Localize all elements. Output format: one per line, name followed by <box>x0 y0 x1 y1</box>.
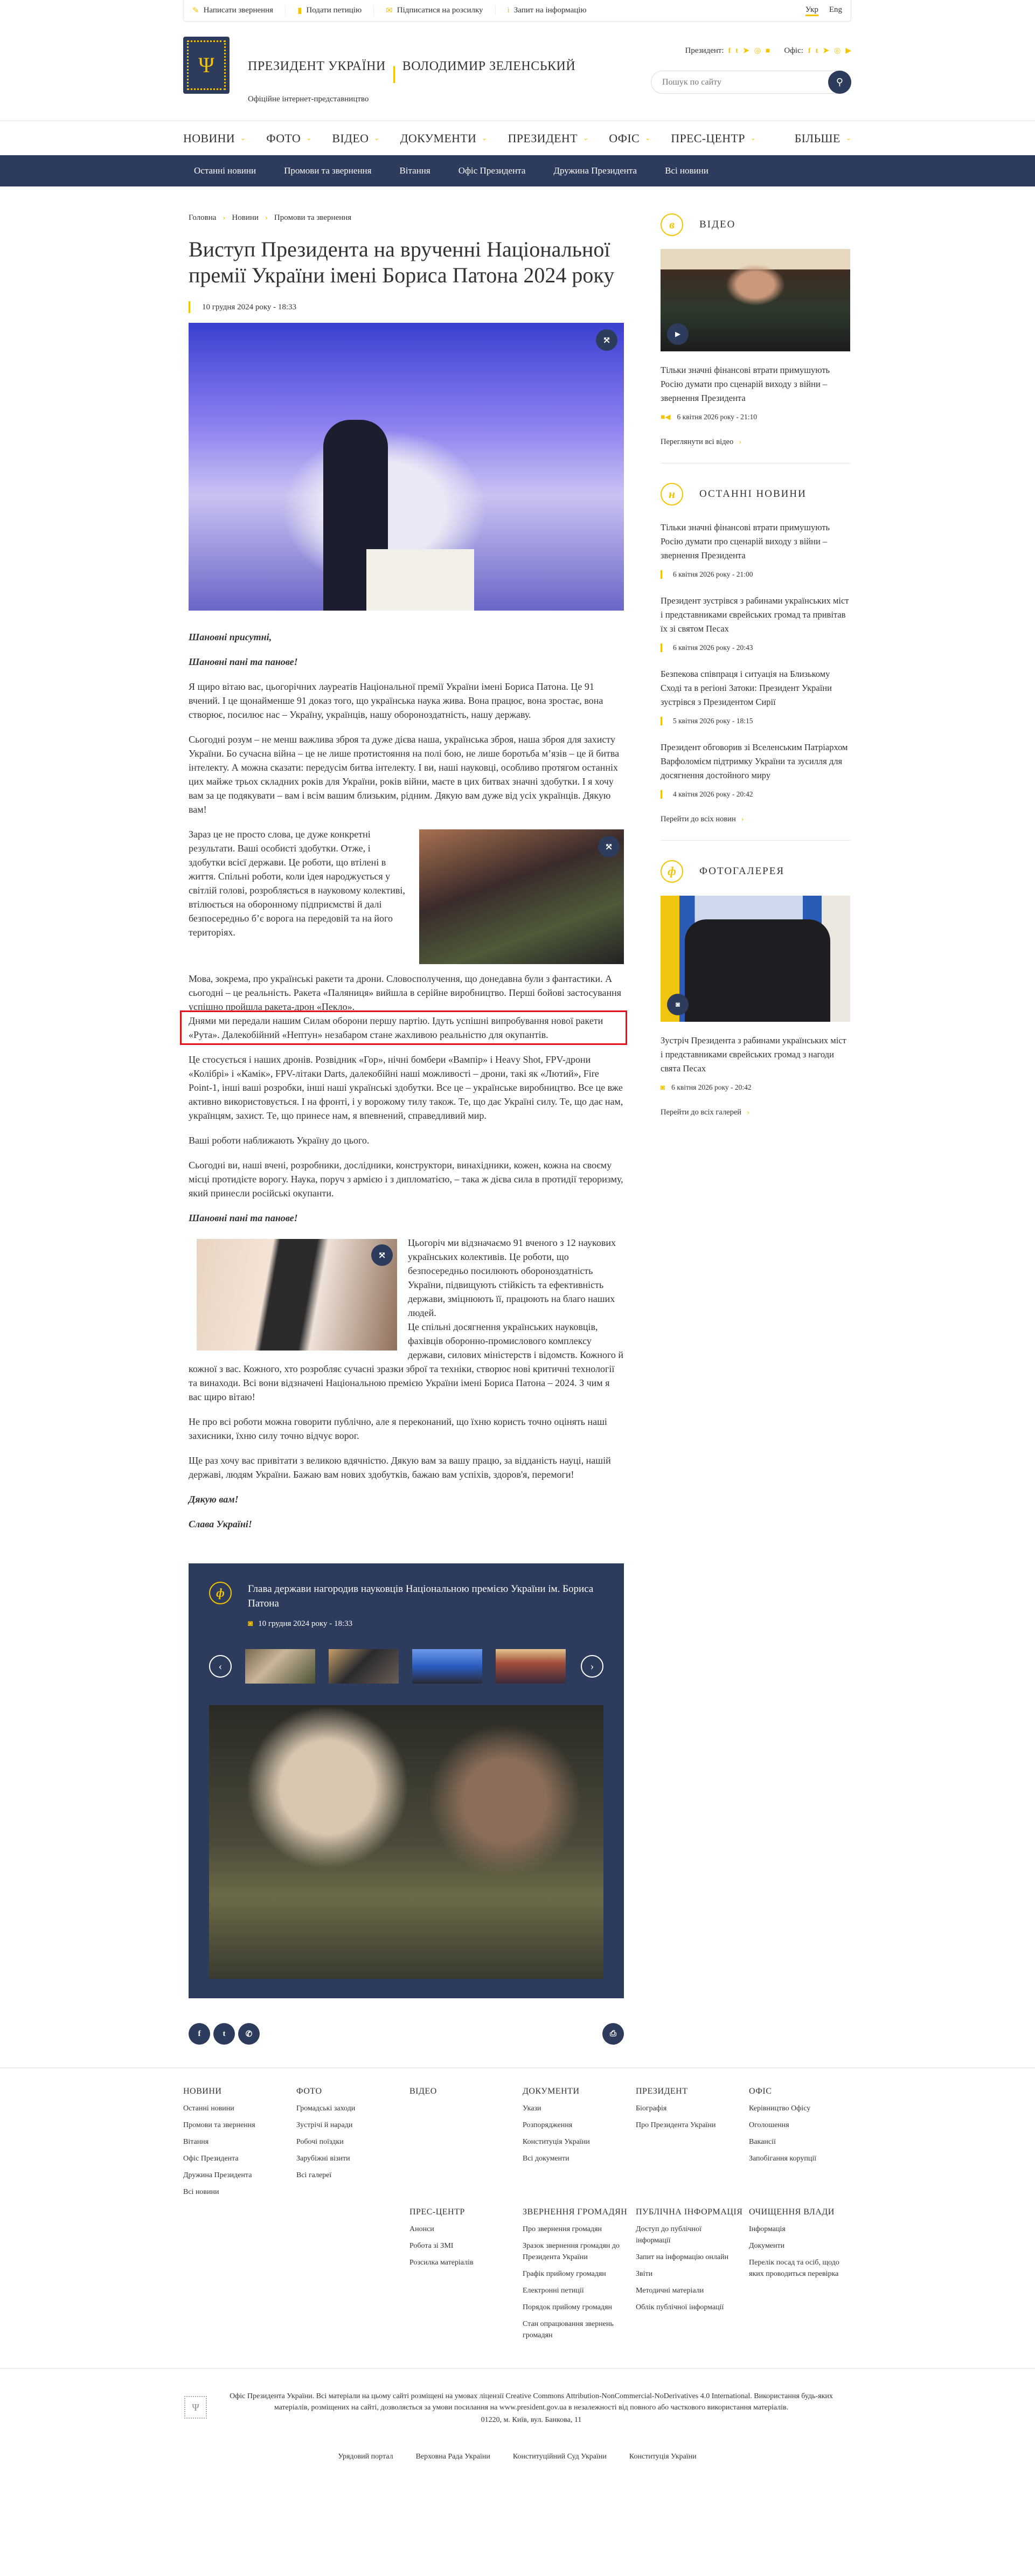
subnav-item[interactable]: Всі новини <box>665 165 708 176</box>
news-item <box>661 740 850 799</box>
expand-icon[interactable]: ⤧ <box>598 836 620 857</box>
photo-title[interactable]: Зустріч Президента з рабинами українських міст і представниками єврейських громад з нагоди свята Песах <box>661 1035 846 1074</box>
all-galleries-link[interactable] <box>661 1108 850 1117</box>
chevron-right-icon: › <box>739 438 742 446</box>
closing: Дякую вам! <box>189 1494 239 1505</box>
nav-item[interactable] <box>266 131 311 146</box>
highlighted-paragraph: Днями ми передали нашим Силам оборони першу партію. Ідуть успішні випробування нової ракети «Рута». Далекобійний «Нептун» незабаром стане жахливою реальністю для окупантів. <box>183 1014 624 1042</box>
section-heading: ВІДЕО <box>699 219 736 230</box>
lang-ukr[interactable]: Укр <box>805 5 818 16</box>
gallery-thumbnail[interactable] <box>245 1649 315 1684</box>
paragraph: Сьогодні ви, наші вчені, розробники, дослідники, конструктори, винахідники, кожен, кожна на своєму місці протидієте ворогу. Наука, поруч з армією і з дипломатією, – така ж дієва сила в протидії тероризму, який принесли російські окупанти. <box>189 1160 623 1199</box>
paragraph: Мова, зокрема, про українські ракети та дрони. Словосполучення, що донедавна були з фантастики. А сьогодні – це реальність. Ракета «Паляниця» вийшла в серійне виробництво. Перші бойові застосування успішно пройшла ракета-дрон «Пекло». <box>189 973 622 1012</box>
all-videos-link[interactable] <box>661 438 850 447</box>
footer-column <box>749 2205 862 2346</box>
footer-link[interactable]: Зустрічі й наради <box>296 2121 353 2129</box>
paragraph: Це стосується і наших дронів. Розвідник «Гор», нічні бомбери «Вампір» і Heavy Shot, FPV-дрони «Колібрі» і «Камік», FPV-літаки Darts, далекобійні наші можливості – дрони, такі як «Лютий», Fire Point-1, інші ваші розробки, інші наші українські здобутки. Все це – українське виробництво. Все це вже активно використовується. І на фронті, і у ворожому тилу також. Те, що дає Україні силу. Те, що дає нам, українцям, захист. Те, що принесе нам, я впевнений, справедливий мир. <box>189 1054 623 1121</box>
news-badge-icon: н <box>661 483 683 505</box>
photo-thumbnail[interactable] <box>661 896 850 1022</box>
footer-column <box>523 2205 636 2346</box>
copyright-text: Офіс Президента України. Всі матеріали на цьому сайті розміщені на умовах ліцензії Creative Commons Attribution-NonCommercial-NoDerivatives 4.0 International. Використання будь-яких матеріалів, розміщених на сайті, дозволяється за умови посилання на www.president.gov.ua в незалежності від повного або часткового використання матеріалів. <box>230 2392 833 2412</box>
chevron-down-icon: ⌄ <box>306 134 312 142</box>
footer-link[interactable]: Порядок прийому громадян <box>523 2303 613 2311</box>
photo-gallery-block <box>189 1563 624 1998</box>
carousel-next-button[interactable]: › <box>581 1655 603 1678</box>
news-item <box>661 521 850 579</box>
chevron-down-icon: ⌄ <box>845 134 851 142</box>
nav-item-label: ДОКУМЕНТИ <box>400 131 477 145</box>
footer-external-links <box>183 2453 851 2510</box>
footer-column <box>409 2205 523 2346</box>
camera-icon: ◙ <box>667 994 689 1015</box>
footer-link[interactable]: Останні новини <box>183 2104 234 2113</box>
footer-link[interactable]: Громадські заходи <box>296 2104 356 2113</box>
footer-link[interactable]: Офіс Президента <box>183 2155 239 2163</box>
telegram-icon[interactable]: ➤ <box>742 47 749 55</box>
nav-more[interactable] <box>795 131 851 146</box>
footer-link[interactable]: Робочі поїздки <box>296 2138 344 2146</box>
footer-heading[interactable]: НОВИНИ <box>183 2087 222 2096</box>
nav-item[interactable] <box>508 131 589 146</box>
photo-gallery-icon: ф <box>209 1582 232 1604</box>
search-icon: ⚲ <box>836 77 844 87</box>
footer-link[interactable]: Доступ до публічної інформації <box>636 2225 702 2245</box>
chevron-right-icon: › <box>265 213 268 222</box>
breadcrumb-home[interactable]: Головна <box>189 213 217 222</box>
youtube-play-icon: ▶ <box>667 323 689 345</box>
site-title-president: ПРЕЗИДЕНТ УКРАЇНИ <box>248 59 386 73</box>
section-heading: ОСТАННІ НОВИНИ <box>699 488 807 500</box>
expand-icon[interactable]: ⤧ <box>371 1244 393 1266</box>
footer-link[interactable]: Облік публічної інформації <box>636 2303 724 2311</box>
news-title[interactable]: Президент зустрівся з рабинами українських міст і представниками єврейських громад та привітав їх зі святом Песах <box>661 595 849 634</box>
video-camera-icon: ■◀ <box>661 413 671 421</box>
footer-link[interactable]: Всі новини <box>183 2188 219 2196</box>
gallery-main-photo[interactable] <box>209 1705 603 1979</box>
news-date: 6 квітня 2026 року - 20:43 <box>661 643 850 652</box>
subnav-item[interactable]: Промови та звернення <box>284 165 372 176</box>
paragraph: Ваші роботи наближають Україну до цього. <box>189 1135 370 1146</box>
photo-podium <box>366 549 474 611</box>
nav-item[interactable] <box>332 131 379 146</box>
telegram-icon[interactable]: ➤ <box>823 47 829 55</box>
nav-item[interactable] <box>609 131 650 146</box>
footer-copyright <box>183 2391 851 2426</box>
search-button[interactable] <box>828 71 851 94</box>
footer-link[interactable]: Вакансії <box>749 2138 776 2146</box>
subscribe-link[interactable] <box>386 5 495 16</box>
greeting: Шановні пані та панове! <box>189 1213 298 1223</box>
footer-link[interactable]: Конституція України <box>523 2138 590 2146</box>
footer-heading[interactable]: ОФІС <box>749 2087 772 2096</box>
carousel-prev-button[interactable]: ‹ <box>209 1655 232 1678</box>
chevron-right-icon: › <box>223 213 226 222</box>
facebook-icon[interactable]: f <box>728 46 731 55</box>
coat-of-arms-logo[interactable] <box>183 37 230 94</box>
link-label: Запит на інформацію <box>513 6 587 15</box>
breadcrumb-news[interactable]: Новини <box>232 213 259 222</box>
footer-heading[interactable]: ПРЕС-ЦЕНТР <box>409 2207 465 2217</box>
footer-link[interactable]: Про Президента України <box>636 2121 716 2129</box>
print-button[interactable]: ⎙ <box>602 2023 624 2045</box>
footer-link[interactable]: Документи <box>749 2242 785 2250</box>
article-date: 10 грудня 2024 року - 18:33 <box>189 301 624 313</box>
sidebar <box>661 213 850 2046</box>
chevron-down-icon: ⌄ <box>582 134 589 142</box>
site-title-name: ВОЛОДИМИР ЗЕЛЕНСЬКИЙ <box>402 59 576 73</box>
footer-link[interactable]: Укази <box>523 2104 541 2113</box>
nav-item-label: НОВИНИ <box>183 131 235 145</box>
chevron-right-icon: › <box>741 815 744 823</box>
footer-link[interactable]: Графік прийому громадян <box>523 2270 606 2278</box>
footer-link[interactable]: Зарубіжні візити <box>296 2155 350 2163</box>
nav-item[interactable] <box>183 131 246 146</box>
footer-link[interactable]: Електронні петиції <box>523 2287 584 2295</box>
gallery-title[interactable]: Глава держави нагородив науковців Національною премією України ім. Бориса Патона <box>248 1583 594 1609</box>
greeting: Шановні присутні, <box>189 632 272 642</box>
document-icon: ▮ <box>297 6 302 15</box>
chevron-right-icon: › <box>747 1108 749 1117</box>
paragraph: Не про всі роботи можна говорити публічно, але я переконаний, що їхню користь точно оцінять наші захисники, їхню силу точно відчує ворог. <box>189 1416 607 1441</box>
camera-icon: ◙ <box>248 1619 253 1628</box>
photo-section-header <box>661 860 850 883</box>
paragraph: Зараз це не просто слова, це дуже конкретні результати. Ваші особисті здобутки. Отже, і здобутки всієї держави. Це роботи, що втілені в життя. Спільні роботи, коли ідея народжується у світлій голові, розробляється в науковому колективі, втілюється на оборонному підприємстві й далі безпосередньо б’є ворога на передовій та на його територіях. <box>189 829 405 938</box>
footer-link[interactable]: Звіти <box>636 2270 653 2278</box>
footer-link[interactable]: Розсилка матеріалів <box>409 2259 474 2267</box>
footer-column <box>409 2085 523 2203</box>
social-office-label: Офіс: <box>784 46 803 55</box>
footer-link[interactable]: Керівництво Офісу <box>749 2104 811 2113</box>
gallery-date: 10 грудня 2024 року - 18:33 <box>258 1619 353 1628</box>
breadcrumb-speeches[interactable]: Промови та звернення <box>274 213 352 222</box>
social-president-label: Президент: <box>685 46 724 55</box>
site-subtitle: Офіційне інтернет-представництво <box>248 95 369 103</box>
nav-item-label: ОФІС <box>609 131 640 145</box>
write-appeal-link[interactable] <box>192 5 286 16</box>
info-request-link[interactable] <box>508 6 599 15</box>
lang-eng[interactable]: Eng <box>829 5 842 14</box>
footer-heading[interactable]: ФОТО <box>296 2087 322 2096</box>
video-thumbnail[interactable] <box>661 249 850 351</box>
news-title[interactable]: Тільки значні фінансові втрати примушують Росію думати про сценарій виходу з війни – звернення Президента <box>661 522 830 560</box>
video-badge-icon: в <box>661 213 683 236</box>
main-nav <box>183 121 851 155</box>
share-bar <box>189 2022 624 2046</box>
sub-nav <box>0 155 1035 186</box>
gallery-thumbnail[interactable] <box>329 1649 399 1684</box>
gallery-thumbnail[interactable] <box>412 1649 482 1684</box>
subnav-item[interactable]: Останні новини <box>194 165 256 176</box>
inline-photo-audience <box>419 829 624 964</box>
nav-item-label: ВІДЕО <box>332 131 369 145</box>
footer-link[interactable]: Запит на інформацію онлайн <box>636 2253 729 2261</box>
photo-badge-icon: ф <box>661 860 683 883</box>
whatsapp-share-button[interactable]: ✆ <box>238 2023 260 2045</box>
facebook-icon[interactable]: f <box>808 46 811 55</box>
link-label: Перейти до всіх галерей <box>661 1108 742 1117</box>
site-header <box>183 22 851 120</box>
brand <box>248 37 575 104</box>
subnav-item[interactable]: Офіс Президента <box>458 165 526 176</box>
breadcrumb <box>189 213 624 223</box>
language-switcher <box>805 5 842 16</box>
paragraph: Цьогоріч ми відзначаємо 91 вченого з 12 наукових українських колективів. Це роботи, що безпосередньо посилюють обороноздатність України, підвищують стійкість та ефективність держави, зміцнюють її, працюють на благо наших людей. <box>408 1237 616 1318</box>
divider <box>0 2368 1035 2369</box>
footer-link[interactable]: Про звернення громадян <box>523 2225 602 2233</box>
twitter-icon[interactable]: t <box>735 46 738 55</box>
external-link[interactable]: Верховна Рада України <box>415 2453 490 2461</box>
nav-item-label: БІЛЬШЕ <box>794 131 840 145</box>
link-label: Переглянути всі відео <box>661 438 734 446</box>
nav-item-label: ПРЕЗИДЕНТ <box>508 131 578 145</box>
external-link[interactable]: Конституційний Суд України <box>512 2453 607 2461</box>
chevron-down-icon: ⌄ <box>644 134 651 142</box>
external-link[interactable]: Урядовий портал <box>338 2453 393 2461</box>
subnav-item[interactable]: Дружина Президента <box>553 165 637 176</box>
chevron-down-icon: ⌄ <box>482 134 488 142</box>
all-news-link[interactable] <box>661 815 850 824</box>
footer-link[interactable]: Анонси <box>409 2225 434 2233</box>
footer-link[interactable]: Оголошення <box>749 2121 789 2129</box>
footer-link[interactable]: Біографія <box>636 2104 667 2113</box>
section-heading: ФОТОГАЛЕРЕЯ <box>699 865 785 877</box>
nav-item[interactable] <box>671 131 756 146</box>
paragraph: Ще раз хочу вас привітати з великою вдячністю. Дякую вам за вашу працю, за відданість науці, нашій державі, людям України. Бажаю вам нових здобутків, бажаю вам успіхів, здоров'я, перемоги! <box>189 1455 611 1480</box>
footer-column <box>636 2085 749 2203</box>
link-label: Підписатися на розсилку <box>397 6 483 15</box>
footer-column <box>296 2085 409 2203</box>
footer-link[interactable]: Промови та звернення <box>183 2121 255 2129</box>
info-icon: i <box>507 6 510 15</box>
chevron-down-icon: ⌄ <box>374 134 380 142</box>
news-date: 6 квітня 2026 року - 21:00 <box>661 570 850 579</box>
greeting: Шановні пані та панове! <box>189 656 298 667</box>
instagram-icon[interactable]: ◎ <box>754 47 761 55</box>
trident-icon: Ψ <box>198 53 214 77</box>
twitter-icon[interactable]: t <box>815 46 818 55</box>
footer-link[interactable]: Вітання <box>183 2138 209 2146</box>
news-date: 5 квітня 2026 року - 18:15 <box>661 717 850 725</box>
inline-photo-president <box>197 1239 397 1351</box>
footer-heading[interactable]: ПРЕЗИДЕНТ <box>636 2087 688 2096</box>
page-title: Виступ Президента на врученні Національної премії України імені Бориса Патона 2024 року <box>189 237 615 287</box>
footer-heading[interactable]: ОЧИЩЕННЯ ВЛАДИ <box>749 2207 835 2217</box>
hero-image <box>189 323 624 611</box>
nav-item[interactable] <box>400 131 488 146</box>
video-section-header <box>661 213 850 236</box>
footer-link[interactable]: Методичні матеріали <box>636 2287 704 2295</box>
footer-heading[interactable]: ДОКУМЕНТИ <box>523 2087 580 2096</box>
footer-nav <box>183 2085 851 2203</box>
paragraph: Сьогодні розум – не менш важлива зброя та дуже дієва наша, українська зброя, наша зброя для захисту України. Бо сучасна війна – це не лише протистояння на полі бою, не лише боротьба м’язів – це й битва інтелекту. А можна сказати: передусім битва інтелекту. І ви, наші науковці, особливо протягом останніх цих майже трьох складних років для України, років війни, маєте в цих битвах значні здобутки. І я хочу вам за це подякувати – вам і всім вашим близьким, рідним. Дякую вам дуже від усіх українців. Дякую вам! <box>189 734 620 815</box>
divider <box>661 840 850 841</box>
page <box>183 0 851 155</box>
expand-icon[interactable]: ⤧ <box>596 329 617 351</box>
search-box <box>651 71 851 94</box>
link-label: Написати звернення <box>203 6 274 15</box>
footer-column <box>636 2205 749 2346</box>
footer-nav-secondary <box>183 2205 851 2346</box>
footer-link[interactable]: Перелік посад та осіб, щодо яких проводиться перевірка <box>749 2259 839 2278</box>
article-body <box>189 630 624 1531</box>
footer-link[interactable]: Зразок звернення громадян до Президента України <box>523 2242 620 2261</box>
photo-figures <box>685 919 830 1022</box>
petition-link[interactable] <box>297 5 374 16</box>
pencil-icon: ✎ <box>192 6 199 15</box>
footer-heading[interactable]: ЗВЕРНЕННЯ ГРОМАДЯН <box>523 2207 628 2217</box>
news-item <box>661 594 850 652</box>
instagram-icon[interactable]: ◎ <box>834 47 841 55</box>
title-divider <box>393 66 395 83</box>
nav-item-label: ПРЕС-ЦЕНТР <box>671 131 745 145</box>
youtube-icon[interactable]: ▶ <box>845 47 851 55</box>
footer-link[interactable]: Інформація <box>749 2225 786 2233</box>
video-title[interactable]: Тільки значні фінансові втрати примушують Росію думати про сценарій виходу з війни – звернення Президента <box>661 365 830 403</box>
footer-column <box>523 2085 636 2203</box>
nav-item-label: ФОТО <box>266 131 301 145</box>
social-links <box>651 46 851 56</box>
camera-icon: ◙ <box>661 1083 665 1091</box>
footer-heading[interactable]: ПУБЛІЧНА ІНФОРМАЦІЯ <box>636 2207 743 2217</box>
footer-link[interactable]: Розпорядження <box>523 2121 573 2129</box>
footer-link[interactable]: Стан опрацювання звернень громадян <box>523 2320 614 2339</box>
external-link[interactable]: Конституція України <box>629 2453 697 2461</box>
search-input[interactable] <box>662 78 828 87</box>
paragraph: Я щиро вітаю вас, цьогорічних лауреатів Національної премії України імені Бориса Патона. Це 91 вчений. І це щонайменше 91 доказ того, що українська наука жива. Вона працює, вона зростає, вона створює, посилює нас – Україну, українців, нашу обороноздатність, нашу державу. <box>189 681 603 720</box>
flickr-icon[interactable]: ■ <box>765 46 770 55</box>
link-label: Перейти до всіх новин <box>661 815 736 823</box>
top-bar <box>183 0 851 22</box>
divider <box>0 2067 1035 2068</box>
news-title[interactable]: Безпекова співпраця і ситуація на Близькому Сході та в регіоні Затоки: Президент України зустрівся з Президентом Сирії <box>661 669 832 707</box>
paragraph: Це спільні досягнення українських науковців, фахівців оборонно-промислового комплексу держави, силових міністерств і відомств. Кожного й кожної з вас. Кожного, хто розробляє сучасні зразки зброї та техніки, створює нові критичні технології та винаходи. Всі вони відзначені Національною премією України імені Бориса Патона – 2024. З чим я вас щиро вітаю! <box>189 1321 624 1402</box>
photo-date: 6 квітня 2026 року - 20:42 <box>671 1083 752 1091</box>
chevron-down-icon: ⌄ <box>750 134 756 142</box>
news-title[interactable]: Президент обговорив зі Вселенським Патріархом Варфоломієм підтримку України та зусилля для досягнення достойного миру <box>661 742 848 780</box>
footer-column <box>183 2085 296 2203</box>
subnav-item[interactable]: Вітання <box>399 165 430 176</box>
header-right <box>651 37 851 94</box>
video-date: 6 квітня 2026 року - 21:10 <box>677 413 758 421</box>
news-item <box>661 667 850 725</box>
coat-of-arms-icon: Ψ <box>184 2396 207 2419</box>
gallery-carousel <box>209 1649 603 1684</box>
footer-link[interactable]: Дружина Президента <box>183 2171 252 2179</box>
footer-link[interactable]: Робота зі ЗМІ <box>409 2242 454 2250</box>
envelope-icon: ✉ <box>386 6 393 15</box>
facebook-share-button[interactable]: f <box>189 2023 210 2045</box>
footer-column <box>749 2085 862 2203</box>
link-label: Подати петицію <box>306 6 362 15</box>
footer-link[interactable]: Всі галереї <box>296 2171 332 2179</box>
article-column <box>189 213 624 2046</box>
news-date: 4 квітня 2026 року - 20:42 <box>661 790 850 799</box>
footer-heading[interactable]: ВІДЕО <box>409 2087 437 2096</box>
address-text: 01220, м. Київ, вул. Банкова, 11 <box>481 2416 582 2424</box>
closing: Слава Україні! <box>189 1519 252 1529</box>
twitter-share-button[interactable]: t <box>213 2023 235 2045</box>
footer-link[interactable]: Всі документи <box>523 2155 569 2163</box>
news-section-header <box>661 483 850 505</box>
chevron-down-icon: ⌄ <box>240 134 246 142</box>
footer-link[interactable]: Запобігання корупції <box>749 2155 817 2163</box>
gallery-thumbnail[interactable] <box>496 1649 566 1684</box>
